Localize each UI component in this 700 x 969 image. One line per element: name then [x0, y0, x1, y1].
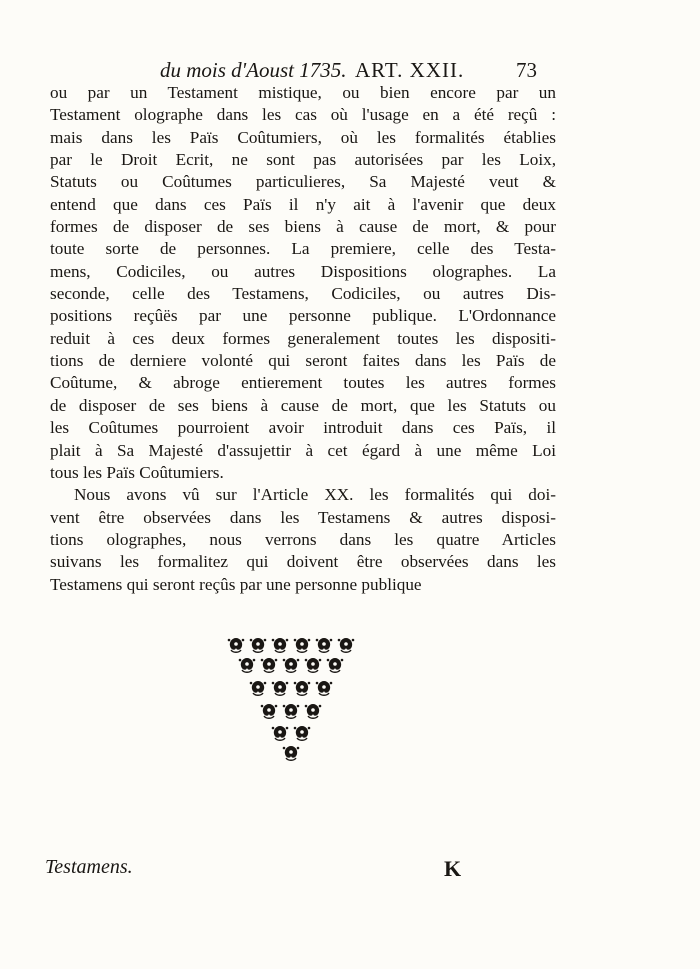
signature-mark: K — [444, 856, 462, 881]
text-line: suivans les formalitez qui doivent être observées dans les — [50, 552, 556, 572]
text-line: tous les Païs Coûtumiers. — [50, 462, 224, 482]
text-line: les Coûtumes pourroient avoir introduit dans ces Païs, il — [50, 418, 556, 438]
text-line: Statuts ou Coûtumes particulieres, Sa Majesté veut & — [50, 172, 556, 192]
text-line: tions olographes, nous verrons dans les quatre Articles — [50, 529, 556, 549]
text-line: de disposer de ses biens à cause de mort, que les Statuts ou — [50, 395, 556, 415]
cul-de-lampe-ornament — [223, 633, 363, 763]
running-head-date: du mois d'Aoust 1735. — [160, 58, 347, 82]
text-line: mens, Codiciles, ou autres Dispositions olographes. La — [50, 261, 556, 281]
text-line: seconde, celle des Testamens, Codiciles, ou autres Dis- — [50, 284, 556, 304]
text-line: plait à Sa Majesté d'assujettir à cet égard à une même Loi — [50, 440, 556, 460]
running-head-article: ART. XXII. — [355, 58, 465, 82]
text-line: positions reçûës par une personne publique. L'Ordonnance — [50, 306, 556, 326]
text-line: mais dans les Païs Coûtumiers, où les formalités établies — [50, 127, 556, 147]
text-line: vent être observées dans les Testamens & autres disposi- — [50, 507, 556, 527]
text-line: Testamens qui seront reçûs par une personne publique — [50, 574, 422, 594]
catchword: Testamens. — [45, 856, 133, 878]
text-line: entend que dans ces Païs il n'y ait à l'avenir que deux — [50, 194, 556, 214]
text-line: toute sorte de personnes. La premiere, celle des Testa- — [50, 239, 556, 259]
page-number: 73 — [516, 58, 537, 82]
text-line: Nous avons vû sur l'Article XX. les formalités qui doi- — [74, 485, 556, 505]
body-text — [50, 82, 556, 596]
text-line: formes de disposer de ses biens à cause de mort, & pour — [50, 217, 556, 237]
text-line: par le Droit Ecrit, ne sont pas autorisées par les Loix, — [50, 150, 556, 170]
text-line: Testament olographe dans les cas où l'usage en a été reçû : — [50, 105, 556, 125]
text-line: reduit à ces deux formes generalement toutes les dispositi- — [50, 328, 556, 348]
text-line: tions de derniere volonté qui seront faites dans les Païs de — [50, 351, 556, 371]
text-line: Coûtume, & abroge entierement toutes les autres formes — [50, 373, 556, 393]
text-line: ou par un Testament mistique, ou bien encore par un — [50, 83, 556, 102]
